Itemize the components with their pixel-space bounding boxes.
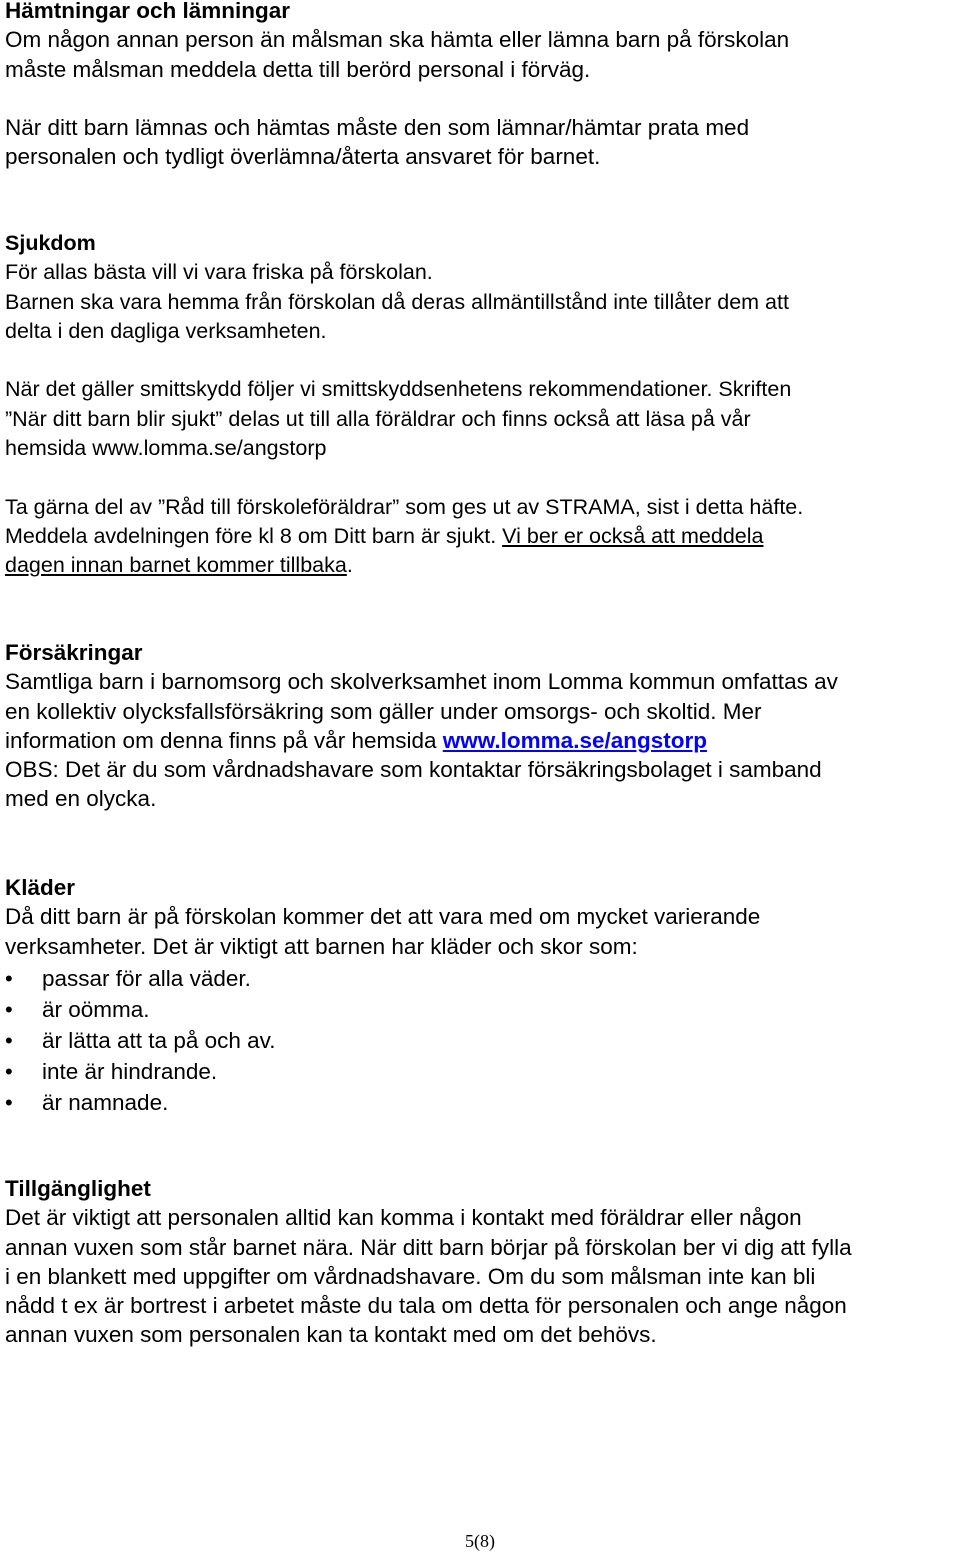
bullet-list (5, 963, 760, 1118)
bullet-icon: • (5, 996, 13, 1022)
plain-text: information om denna finns på vår hemsida (5, 727, 443, 753)
section-heading: Sjukdom (5, 231, 96, 255)
list-item (5, 963, 760, 994)
paragraph-line: Ta gärna del av ”Råd till förskoleföräldrar” som ges ut av STRAMA, sist i detta häfte. (5, 494, 804, 519)
page-number: 5(8) (465, 1531, 495, 1551)
paragraph-line: hemsida www.lomma.se/angstorp (5, 436, 327, 461)
section-heading: Hämtningar och lämningar (5, 0, 291, 23)
paragraph-line: ”När ditt barn blir sjukt” delas ut till alla föräldrar och finns också att läsa på vår (5, 406, 751, 431)
paragraph-line: delta i den dagliga verksamheten. (5, 318, 327, 343)
section-klader (5, 873, 760, 1118)
paragraph-line: annan vuxen som personalen kan ta kontakt med om det behövs. (5, 1322, 657, 1348)
paragraph-line: måste målsman meddela detta till berörd personal i förväg. (5, 56, 591, 82)
paragraph-line: med en olycka. (5, 786, 157, 812)
section-heading: Tillgänglighet (5, 1176, 151, 1201)
plain-text: . (346, 553, 353, 578)
paragraph-line: Det är viktigt att personalen alltid kan komma i kontakt med föräldrar eller någon (5, 1205, 802, 1231)
bullet-icon: • (5, 965, 13, 991)
underlined-text: dagen innan barnet kommer tillbaka (5, 553, 347, 578)
paragraph-line: en kollektiv olycksfallsförsäkring som gäller under omsorgs- och skoltid. Mer (5, 698, 762, 724)
paragraph-line: När det gäller smittskydd följer vi smittskyddsenhetens rekommendationer. Skriften (5, 377, 792, 402)
section-sjukdom (5, 229, 803, 581)
bullet-icon: • (5, 1089, 13, 1115)
bullet-icon: • (5, 1027, 13, 1053)
list-item (5, 994, 760, 1025)
paragraph-line (5, 522, 803, 551)
list-item-text: passar för alla väder. (42, 965, 251, 991)
list-item (5, 1025, 760, 1056)
list-item-text: inte är hindrande. (42, 1058, 218, 1084)
paragraph-line: annan vuxen som står barnet nära. När ditt barn börjar på förskolan ber vi dig att fylla (5, 1234, 852, 1260)
list-item-text: är lätta att ta på och av. (42, 1027, 276, 1053)
paragraph-line: i en blankett med uppgifter om vårdnadshavare. Om du som målsman inte kan bli (5, 1263, 816, 1289)
bullet-icon: • (5, 1058, 13, 1084)
underlined-text: Vi ber er också att meddela (502, 523, 764, 548)
section-heading: Kläder (5, 875, 76, 900)
paragraph-line: nådd t ex är bortrest i arbetet måste du tala om detta för personalen och ange någon (5, 1293, 847, 1319)
paragraph-line: verksamheter. Det är viktigt att barnen har kläder och skor som: (5, 933, 638, 959)
paragraph-line: Om någon annan person än målsman ska hämta eller lämna barn på förskolan (5, 27, 790, 53)
paragraph-line (5, 726, 838, 755)
paragraph-line (5, 551, 803, 580)
list-item (5, 1087, 760, 1118)
section-tillganglighet (5, 1174, 852, 1350)
list-item (5, 1056, 760, 1087)
section-hamtningar (5, 0, 789, 172)
paragraph-line: För allas bästa vill vi vara friska på förskolan. (5, 260, 433, 285)
section-forsakringar (5, 638, 838, 814)
paragraph-line: personalen och tydligt överlämna/återta ansvaret för barnet. (5, 144, 601, 170)
section-heading: Försäkringar (5, 640, 143, 665)
list-item-text: är oömma. (42, 996, 150, 1022)
paragraph-line: Samtliga barn i barnomsorg och skolverksamhet inom Lomma kommun omfattas av (5, 669, 838, 695)
paragraph-line: Barnen ska vara hemma från förskolan då deras allmäntillstånd inte tillåter dem att (5, 289, 789, 314)
website-link[interactable]: www.lomma.se/angstorp (442, 727, 707, 753)
plain-text: Meddela avdelningen före kl 8 om Ditt barn är sjukt. (5, 523, 503, 548)
paragraph-line: När ditt barn lämnas och hämtas måste den som lämnar/hämtar prata med (5, 115, 750, 141)
paragraph-line: OBS: Det är du som vårdnadshavare som kontaktar försäkringsbolaget i samband (5, 757, 822, 783)
list-item-text: är namnade. (42, 1089, 169, 1115)
paragraph-line: Då ditt barn är på förskolan kommer det att vara med om mycket varierande (5, 904, 761, 930)
